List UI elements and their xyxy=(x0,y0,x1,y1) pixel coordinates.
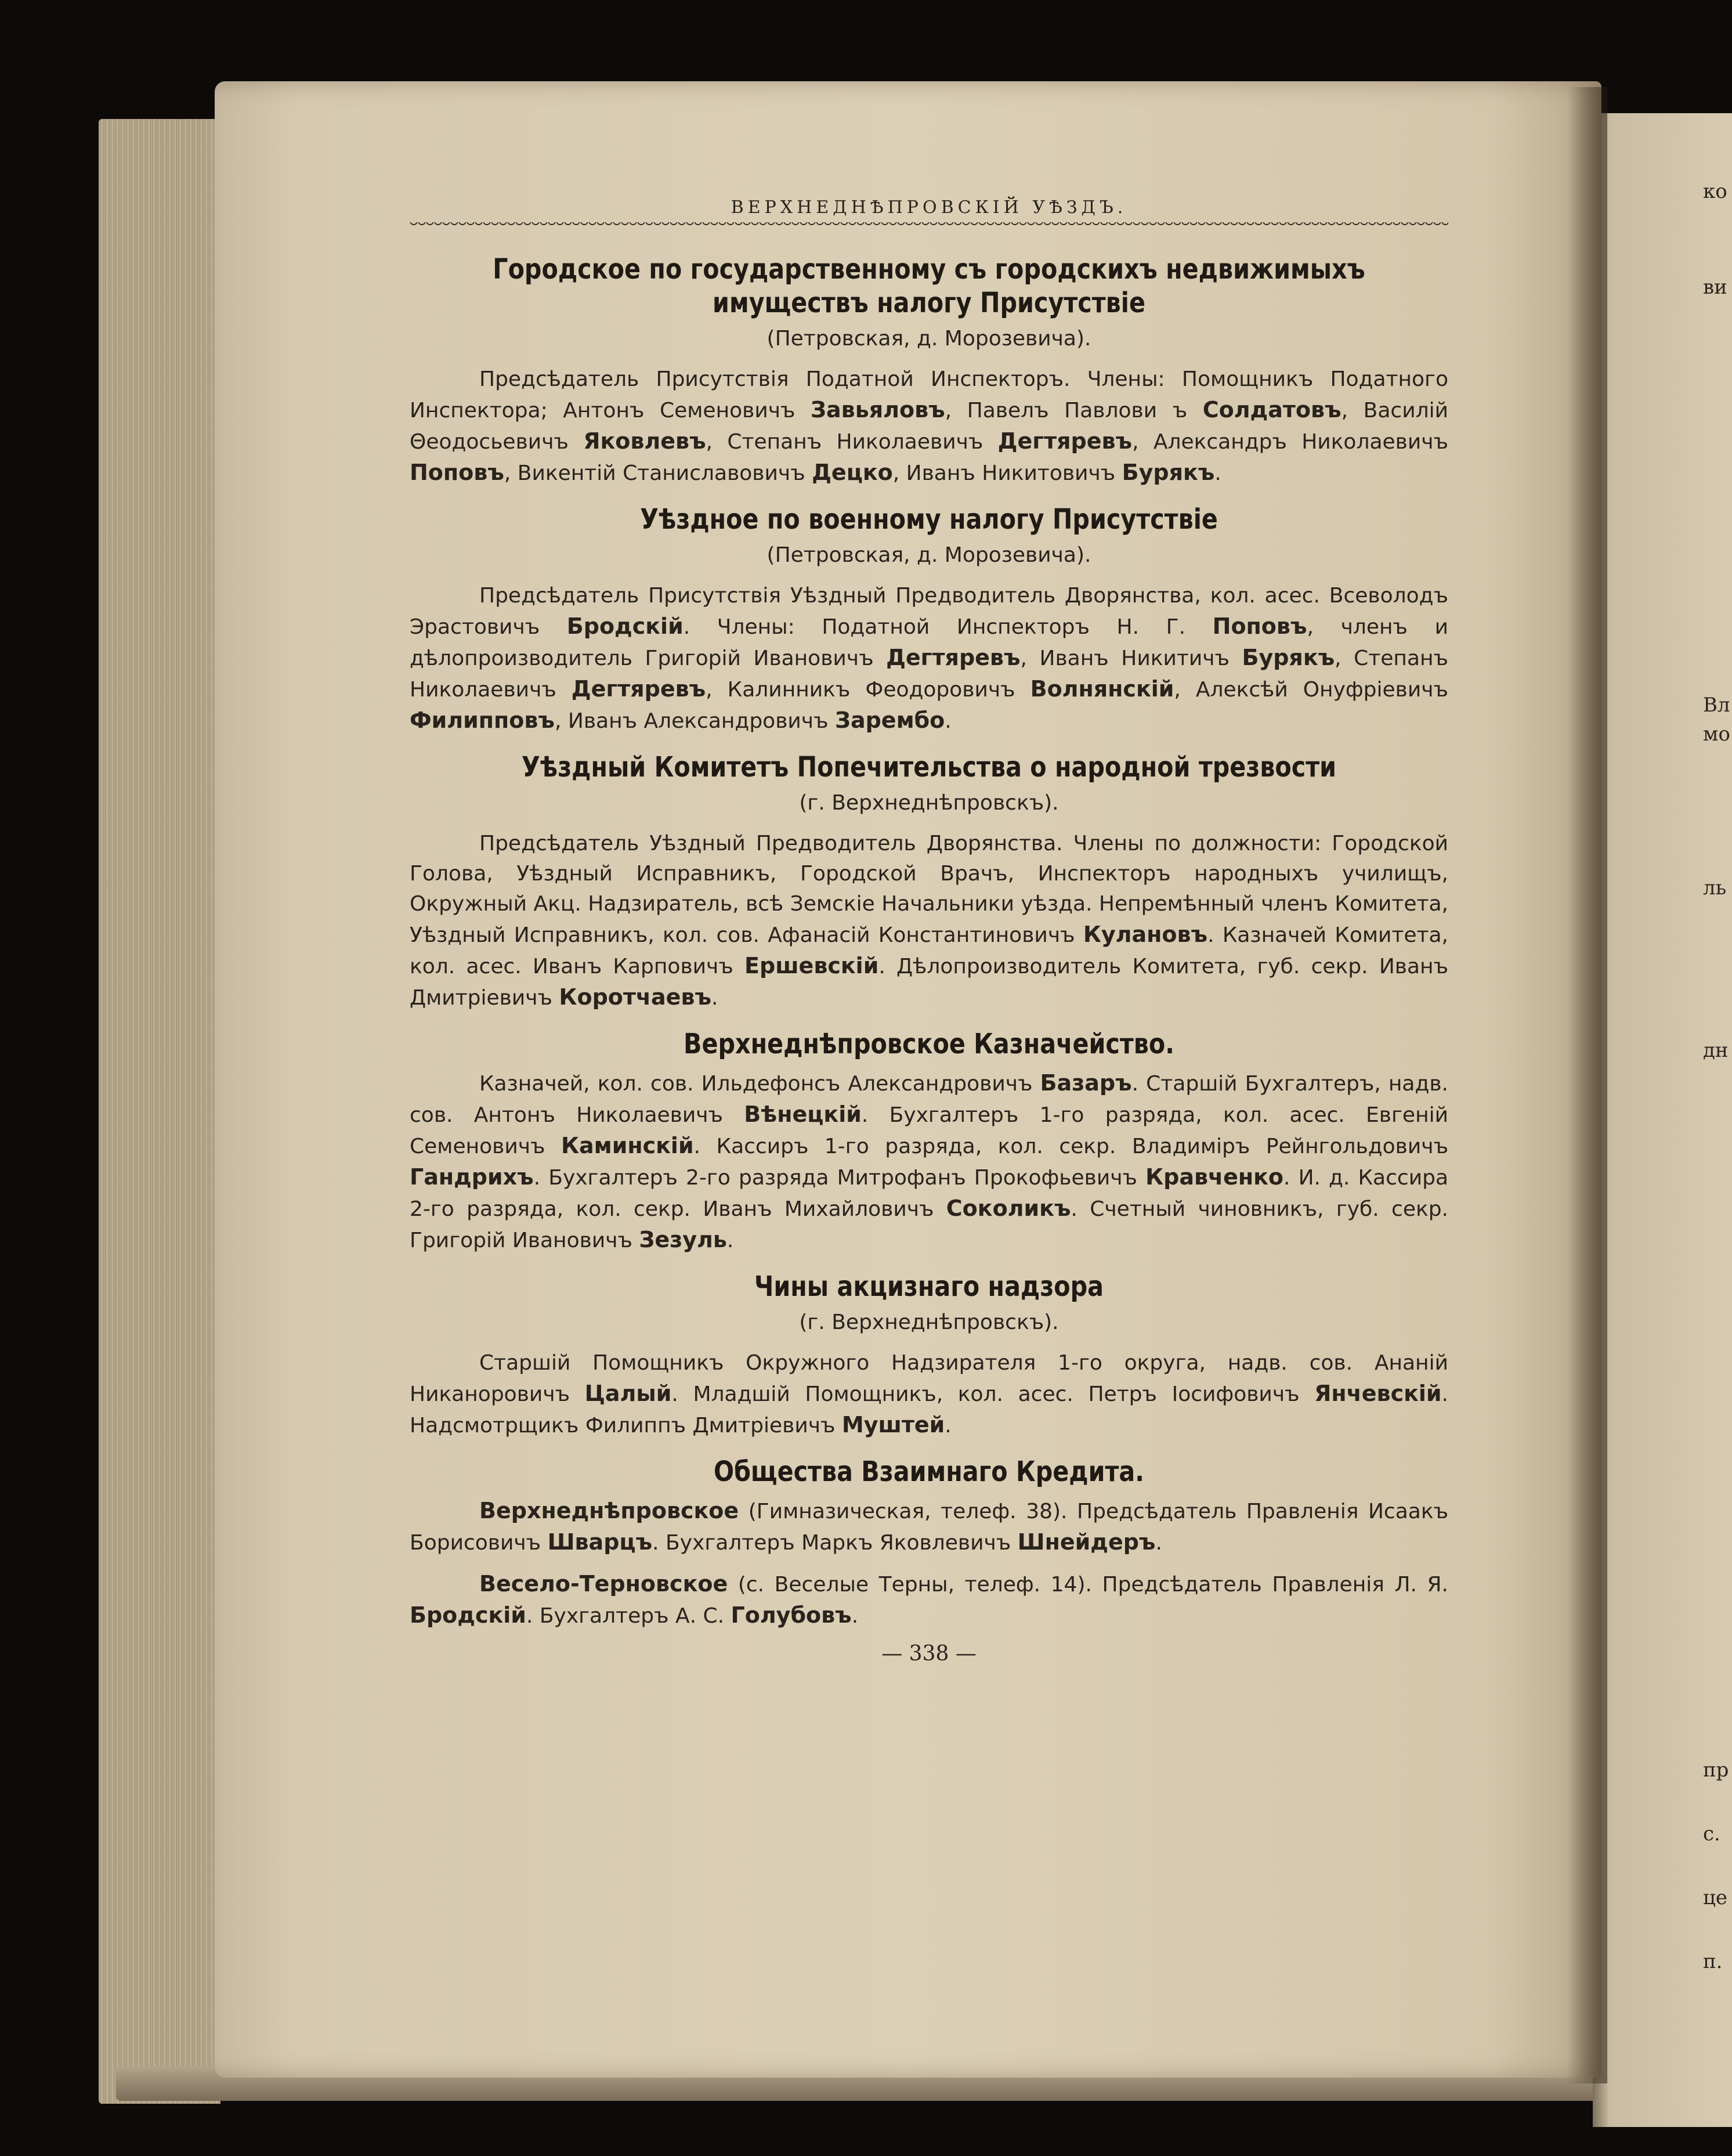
surname: Верхнеднѣпровское xyxy=(479,1498,739,1523)
body-text: , Степанъ Николаевичъ xyxy=(410,647,1448,702)
body-paragraph xyxy=(410,829,1448,1013)
body-paragraph xyxy=(410,1068,1448,1256)
section xyxy=(410,750,1448,1013)
body-paragraph xyxy=(410,581,1448,736)
surname: Солдатовъ xyxy=(1202,397,1342,422)
body-text: . Казначей Комитета, кол. асес. Иванъ Карповичъ xyxy=(410,923,1448,978)
surname: Дегтяревъ xyxy=(886,645,1021,670)
facing-page-fragment: дн xyxy=(1703,1039,1729,1062)
section-location: (Петровская, д. Морозевича). xyxy=(766,327,1091,351)
surname: Дегтяревъ xyxy=(997,428,1133,454)
section-title: Уѣздный Комитетъ Попечительства о народной трезвости xyxy=(521,751,1337,783)
section xyxy=(410,1027,1448,1256)
surname: Шварцъ xyxy=(547,1529,653,1555)
facing-page-fragment: ко xyxy=(1703,180,1727,203)
body-text: , Иванъ Никитовичъ xyxy=(892,461,1122,485)
body-text: Казначей, кол. сов. Ильдефонсъ Александровичъ xyxy=(479,1072,1040,1096)
surname: Зезуль xyxy=(639,1227,727,1252)
body-text: . xyxy=(945,1414,952,1438)
surname: Вѣнецкій xyxy=(744,1102,862,1127)
surname: Завьяловъ xyxy=(811,397,945,422)
body-text: . Бухгалтеръ А. С. xyxy=(526,1604,731,1628)
facing-page-fragment: ви xyxy=(1703,276,1727,299)
page-edges-stack xyxy=(99,119,220,2104)
body-paragraph xyxy=(410,1496,1448,1558)
body-text: . Старшій Бухгалтеръ, надв. сов. Антонъ Николаевичъ xyxy=(410,1072,1449,1127)
body-text: . Кассиръ 1-го разряда, кол. секр. Владиміръ Рейнгольдовичъ xyxy=(693,1135,1449,1158)
body-text: Предсѣдатель Присутствія Податной Инспекторъ. Члены: Помощникъ Податного Инспектора; Антонъ Семеновичъ xyxy=(410,367,1448,422)
section-location: (г. Верхнеднѣпровскъ). xyxy=(799,1310,1059,1334)
section xyxy=(410,503,1448,736)
surname: Коротчаевъ xyxy=(559,984,712,1010)
body-text: , Иванъ Александровичъ xyxy=(555,709,835,733)
body-text: , Павелъ Павлови ъ xyxy=(945,399,1203,422)
surname: Ершевскій xyxy=(744,953,879,978)
surname: Муштей xyxy=(841,1412,945,1438)
body-paragraph xyxy=(410,1348,1448,1441)
surname: Кулановъ xyxy=(1083,922,1208,947)
body-text: , Викентій Станиславовичъ xyxy=(504,461,812,485)
section-title: Чины акцизнаго надзора xyxy=(754,1270,1104,1303)
page-number: — 338 — xyxy=(881,1642,977,1666)
surname: Весело-Терновское xyxy=(479,1571,728,1597)
body-text: . Бухгалтеръ 1-го разряда, кол. асес. Евгеній Семеновичъ xyxy=(410,1103,1449,1158)
surname: Поповъ xyxy=(410,460,504,485)
facing-page-fragment: пр xyxy=(1703,1758,1729,1782)
body-text: . И. д. Кассира 2-го разряда, кол. секр. Иванъ Михайловичъ xyxy=(410,1166,1448,1221)
surname: Децко xyxy=(812,460,893,485)
surname: Бродскій xyxy=(566,613,684,639)
body-text: , Калинникъ Феодоровичъ xyxy=(706,678,1030,702)
surname: Голубовъ xyxy=(731,1602,852,1628)
page-content xyxy=(410,197,1448,1666)
facing-page-fragment: мо xyxy=(1703,723,1730,746)
surname: Зарембо xyxy=(834,707,945,733)
body-text: . Бухгалтеръ Маркъ Яковлевичъ xyxy=(652,1531,1018,1555)
section xyxy=(410,1455,1448,1631)
section-title: Общества Взаимнаго Кредита. xyxy=(714,1456,1144,1488)
body-text: , Иванъ Никитичъ xyxy=(1020,647,1242,670)
body-text: . xyxy=(1155,1531,1162,1555)
facing-page-fragment: ль xyxy=(1703,876,1727,900)
section xyxy=(410,252,1448,489)
body-text: Предсѣдатель Уѣздный Предводитель Дворянства. Члены по должности: Городской Голова, Уѣздный Исправникъ, Городской Врачъ, Инспекторъ народныхъ училищъ, Окружный Акц. Надзиратель, всѣ Земскіе Начальники уѣзда. Непремѣнный членъ Комитета, Уѣздный Исправникъ, кол. сов. Афанасій Константиновичъ xyxy=(410,832,1448,947)
surname: Каминскій xyxy=(561,1133,694,1158)
body-text: . xyxy=(711,986,718,1010)
surname: Бурякъ xyxy=(1242,645,1335,670)
surname: Гандрихъ xyxy=(410,1164,534,1190)
body-text: , Василій Θеодосьевичъ xyxy=(410,399,1448,454)
facing-page-fragment: це xyxy=(1703,1886,1727,1909)
body-text: (с. Веселые Терны, телеф. 14). Предсѣдатель Правленія Л. Я. xyxy=(728,1573,1448,1597)
body-text: . xyxy=(726,1229,734,1252)
surname: Кравченко xyxy=(1145,1164,1284,1190)
surname: Волнянскій xyxy=(1030,676,1174,702)
body-text: Предсѣдатель Присутствія Уѣздный Предводитель Дворянства, кол. асес. Всеволодъ Эрастовичъ xyxy=(410,584,1448,639)
section-title: Городское по государственному съ городскихъ недвижимыхъ имуществъ налогу Присутствіе xyxy=(493,253,1365,319)
body-text: . xyxy=(851,1604,859,1628)
body-text: . Счетный чиновникъ, губ. секр. Григорій Ивановичъ xyxy=(410,1197,1449,1252)
body-text: (Гимназическая, телеф. 38). Предсѣдатель Правленія Исаакъ Борисовичъ xyxy=(410,1500,1448,1555)
surname: Шнейдеръ xyxy=(1017,1529,1156,1555)
section-location: (г. Верхнеднѣпровскъ). xyxy=(799,791,1059,815)
body-text: , Александръ Николаевичъ xyxy=(1132,430,1448,454)
surname: Дегтяревъ xyxy=(571,676,706,702)
section-title: Верхнеднѣпровское Казначейство. xyxy=(684,1028,1174,1060)
section-location: (Петровская, д. Морозевича). xyxy=(766,543,1091,567)
surname: Соколикъ xyxy=(946,1196,1071,1221)
surname: Янчевскій xyxy=(1314,1381,1442,1406)
surname: Бродскій xyxy=(410,1602,526,1628)
body-text: . xyxy=(945,709,952,733)
body-paragraph xyxy=(410,1569,1448,1631)
body-text: Старшій Помощникъ Окружного Надзирателя 1-го округа, надв. сов. Ананій Никаноровичъ xyxy=(410,1351,1448,1406)
running-head: ВЕРХНЕДНѢПРОВСКІЙ УѢЗДЪ. xyxy=(731,197,1127,218)
body-text: . Младшій Помощникъ, кол. асес. Петръ Іосифовичъ xyxy=(671,1382,1315,1406)
surname: Бурякъ xyxy=(1122,460,1215,485)
surname: Филипповъ xyxy=(410,707,555,733)
surname: Базаръ xyxy=(1040,1070,1132,1096)
ornamental-rule xyxy=(410,222,1448,229)
spine-shadow xyxy=(1567,87,1607,2083)
section-title: Уѣздное по военному налогу Присутствіе xyxy=(640,503,1218,536)
facing-page-fragment: с. xyxy=(1703,1822,1720,1846)
body-text: . Дѣлопроизводитель Комитета, губ. секр. Иванъ Дмитріевичъ xyxy=(410,955,1449,1010)
body-text: , Степанъ Николаевичъ xyxy=(706,430,998,454)
body-text: , Алексѣй Онуфріевичъ xyxy=(1174,678,1448,702)
sections-container xyxy=(410,252,1448,1631)
surname: Цалый xyxy=(584,1381,672,1406)
section xyxy=(410,1270,1448,1441)
body-text: , членъ и дѣлопроизводитель Григорій Ивановичъ xyxy=(410,615,1448,670)
body-text: . Бухгалтеръ 2-го разряда Митрофанъ Прокофьевичъ xyxy=(533,1166,1146,1190)
surname: Яковлевъ xyxy=(583,428,706,454)
body-paragraph xyxy=(410,364,1448,489)
body-text: . xyxy=(1214,461,1221,485)
surname: Поповъ xyxy=(1212,613,1307,639)
body-text: . Надсмотрщикъ Филиппъ Дмитріевичъ xyxy=(410,1382,1448,1438)
facing-page-fragment: п. xyxy=(1703,1950,1723,1973)
body-text: . Члены: Податной Инспекторъ Н. Г. xyxy=(683,615,1213,639)
facing-page xyxy=(1593,113,1732,2127)
facing-page-fragment: Вл xyxy=(1703,694,1730,717)
